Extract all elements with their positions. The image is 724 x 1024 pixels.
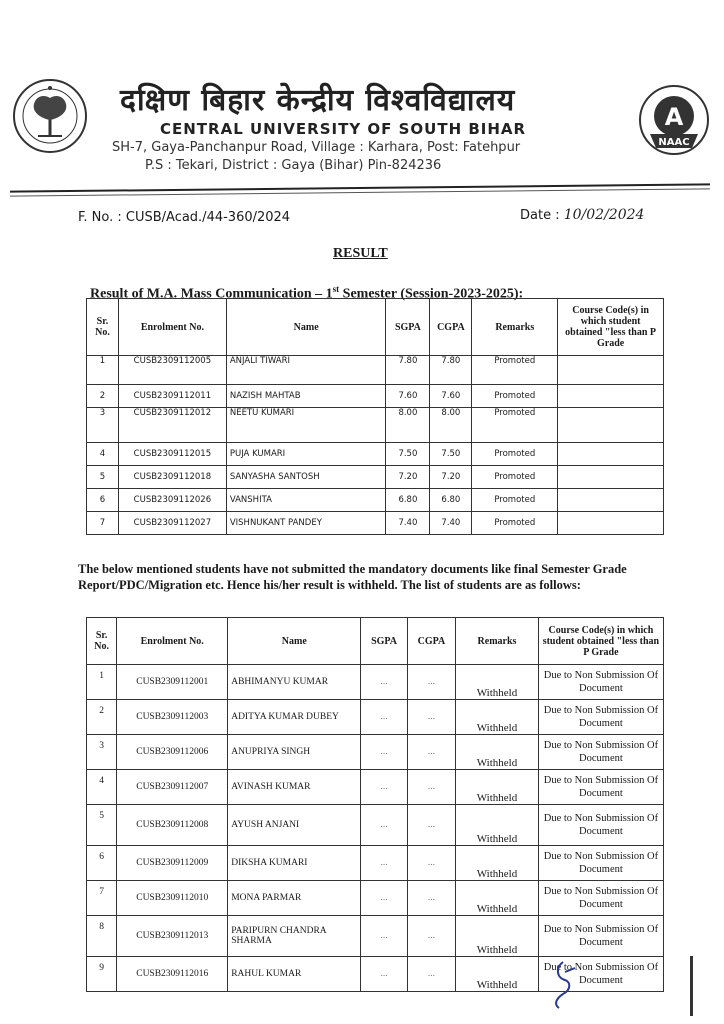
header-name: Name bbox=[226, 299, 386, 356]
cell-sr: 3 bbox=[87, 735, 117, 770]
cell-sgpa: 7.60 bbox=[386, 385, 430, 408]
naac-grade: A bbox=[664, 103, 684, 131]
cell-enrolment: CUSB2309112006 bbox=[117, 735, 228, 770]
header-course-code: Course Code(s) in which student obtained "less than P Grade bbox=[558, 299, 664, 356]
cell-cgpa: ... bbox=[407, 735, 455, 770]
cell-sgpa: ... bbox=[361, 665, 407, 700]
cell-cgpa: 8.00 bbox=[430, 408, 472, 443]
cell-sgpa: ... bbox=[361, 957, 407, 992]
cell-remarks: Withheld bbox=[456, 700, 539, 735]
table-row bbox=[87, 805, 664, 846]
cell-sgpa: ... bbox=[361, 881, 407, 916]
cell-enrolment: CUSB2309112007 bbox=[117, 770, 228, 805]
cell-course-code: Due to Non Submission Of Document bbox=[538, 700, 663, 735]
header-enrolment: Enrolment No. bbox=[118, 299, 226, 356]
cell-sgpa: ... bbox=[361, 700, 407, 735]
cell-enrolment: CUSB2309112010 bbox=[117, 881, 228, 916]
cell-name: SANYASHA SANTOSH bbox=[226, 466, 386, 489]
cell-cgpa: ... bbox=[407, 700, 455, 735]
cell-name: NEETU KUMARI bbox=[226, 408, 386, 443]
header-sr: Sr. No. bbox=[87, 299, 119, 356]
cell-course-code bbox=[558, 385, 664, 408]
cell-name: ANUPRIYA SINGH bbox=[228, 735, 361, 770]
cell-enrolment: CUSB2309112011 bbox=[118, 385, 226, 408]
cell-name: ANJALI TIWARI bbox=[226, 356, 386, 385]
cell-course-code bbox=[558, 512, 664, 535]
withheld-note: The below mentioned students have not submitted the mandatory documents like final Semester Grade Report/PDC/Migration etc. Hence his/her result is withheld. The list of students are as follows: bbox=[78, 562, 627, 592]
cell-sr: 2 bbox=[87, 700, 117, 735]
university-name-hindi: दक्षिण बिहार केन्द्रीय विश्वविद्यालय bbox=[120, 83, 516, 118]
header-sr: Sr. No. bbox=[87, 618, 117, 665]
header-remarks: Remarks bbox=[472, 299, 558, 356]
cell-sr: 2 bbox=[87, 385, 119, 408]
promoted-results-table bbox=[86, 298, 664, 535]
header-cgpa: CGPA bbox=[407, 618, 455, 665]
table-row bbox=[87, 466, 664, 489]
cell-remarks: Promoted bbox=[472, 356, 558, 385]
table-row bbox=[87, 916, 664, 957]
file-number: F. No. : CUSB/Acad./44-360/2024 bbox=[78, 210, 291, 225]
cell-name: RAHUL KUMAR bbox=[228, 957, 361, 992]
table-header-row bbox=[87, 618, 664, 665]
cell-enrolment: CUSB2309112018 bbox=[118, 466, 226, 489]
signature-icon bbox=[545, 958, 585, 1010]
cell-name: PUJA KUMARI bbox=[226, 443, 386, 466]
cell-cgpa: 6.80 bbox=[430, 489, 472, 512]
cell-remarks: Promoted bbox=[472, 443, 558, 466]
cell-enrolment: CUSB2309112009 bbox=[117, 846, 228, 881]
cell-name: VANSHITA bbox=[226, 489, 386, 512]
cell-sr: 4 bbox=[87, 770, 117, 805]
university-emblem-icon bbox=[12, 78, 88, 154]
header-course-code: Course Code(s) in which student obtained "less than P Grade bbox=[538, 618, 663, 665]
cell-remarks: Withheld bbox=[456, 846, 539, 881]
date-label: Date : bbox=[520, 208, 564, 223]
naac-label: NAAC bbox=[658, 137, 690, 148]
table-row bbox=[87, 385, 664, 408]
university-name-english: CENTRAL UNIVERSITY OF SOUTH BIHAR bbox=[160, 120, 527, 138]
cell-sr: 6 bbox=[87, 846, 117, 881]
cell-remarks: Promoted bbox=[472, 385, 558, 408]
cell-name: AVINASH KUMAR bbox=[228, 770, 361, 805]
cell-sgpa: 7.20 bbox=[386, 466, 430, 489]
cell-sgpa: 7.80 bbox=[386, 356, 430, 385]
cell-enrolment: CUSB2309112015 bbox=[118, 443, 226, 466]
table-row bbox=[87, 489, 664, 512]
cell-sgpa: ... bbox=[361, 916, 407, 957]
cell-course-code bbox=[558, 443, 664, 466]
cell-remarks: Withheld bbox=[456, 957, 539, 992]
cell-name: DIKSHA KUMARI bbox=[228, 846, 361, 881]
cell-name: PARIPURN CHANDRA SHARMA bbox=[228, 916, 361, 957]
date-value: 10/02/2024 bbox=[563, 207, 645, 223]
cell-sr: 5 bbox=[87, 466, 119, 489]
cell-remarks: Promoted bbox=[472, 489, 558, 512]
cell-course-code: Due to Non Submission Of Document bbox=[538, 735, 663, 770]
cell-enrolment: CUSB2309112016 bbox=[117, 957, 228, 992]
cell-cgpa: ... bbox=[407, 957, 455, 992]
cell-enrolment: CUSB2309112013 bbox=[117, 916, 228, 957]
cell-remarks: Promoted bbox=[472, 408, 558, 443]
cell-sr: 4 bbox=[87, 443, 119, 466]
cell-sgpa: 7.50 bbox=[386, 443, 430, 466]
header-enrolment: Enrolment No. bbox=[117, 618, 228, 665]
cell-remarks: Withheld bbox=[456, 805, 539, 846]
cell-enrolment: CUSB2309112005 bbox=[118, 356, 226, 385]
cell-cgpa: ... bbox=[407, 881, 455, 916]
cell-cgpa: ... bbox=[407, 846, 455, 881]
cell-name: ABHIMANYU KUMAR bbox=[228, 665, 361, 700]
table-row bbox=[87, 735, 664, 770]
cell-cgpa: ... bbox=[407, 916, 455, 957]
cell-cgpa: ... bbox=[407, 805, 455, 846]
cell-sr: 1 bbox=[87, 665, 117, 700]
cell-name: AYUSH ANJANI bbox=[228, 805, 361, 846]
cell-course-code: Due to Non Submission Of Document bbox=[538, 916, 663, 957]
cell-course-code: Due to Non Submission Of Document bbox=[538, 957, 663, 992]
cell-name: ADITYA KUMAR DUBEY bbox=[228, 700, 361, 735]
cell-cgpa: 7.20 bbox=[430, 466, 472, 489]
cell-name: NAZISH MAHTAB bbox=[226, 385, 386, 408]
cell-cgpa: 7.60 bbox=[430, 385, 472, 408]
cell-sr: 9 bbox=[87, 957, 117, 992]
table-row bbox=[87, 443, 664, 466]
cell-cgpa: 7.80 bbox=[430, 356, 472, 385]
table-row bbox=[87, 881, 664, 916]
cell-name: VISHNUKANT PANDEY bbox=[226, 512, 386, 535]
cell-course-code: Due to Non Submission Of Document bbox=[538, 805, 663, 846]
table1-caption: Result of M.A. Mass Communication – 1st Semester (Session-2023-2025): bbox=[90, 284, 524, 302]
cell-enrolment: CUSB2309112026 bbox=[118, 489, 226, 512]
cell-cgpa: 7.40 bbox=[430, 512, 472, 535]
cell-sgpa: ... bbox=[361, 846, 407, 881]
cell-sgpa: ... bbox=[361, 805, 407, 846]
table-row bbox=[87, 512, 664, 535]
cell-remarks: Withheld bbox=[456, 916, 539, 957]
table-row bbox=[87, 846, 664, 881]
cell-course-code bbox=[558, 408, 664, 443]
cell-remarks: Withheld bbox=[456, 881, 539, 916]
cell-enrolment: CUSB2309112012 bbox=[118, 408, 226, 443]
cell-course-code: Due to Non Submission Of Document bbox=[538, 846, 663, 881]
cell-sgpa: 7.40 bbox=[386, 512, 430, 535]
address-line-2: P.S : Tekari, District : Gaya (Bihar) Pin-824236 bbox=[145, 158, 442, 173]
cell-enrolment: CUSB2309112001 bbox=[117, 665, 228, 700]
cell-remarks: Withheld bbox=[456, 665, 539, 700]
cell-course-code: Due to Non Submission Of Document bbox=[538, 665, 663, 700]
cell-remarks: Withheld bbox=[456, 735, 539, 770]
header-cgpa: CGPA bbox=[430, 299, 472, 356]
table-header-row bbox=[87, 299, 664, 356]
cell-cgpa: ... bbox=[407, 770, 455, 805]
cell-sr: 7 bbox=[87, 512, 119, 535]
cell-course-code bbox=[558, 466, 664, 489]
cell-enrolment: CUSB2309112008 bbox=[117, 805, 228, 846]
cell-sr: 3 bbox=[87, 408, 119, 443]
table-row bbox=[87, 356, 664, 385]
cell-course-code: Due to Non Submission Of Document bbox=[538, 881, 663, 916]
cell-sgpa: 6.80 bbox=[386, 489, 430, 512]
cell-course-code bbox=[558, 489, 664, 512]
result-heading: RESULT bbox=[333, 246, 388, 261]
address-line-1: SH-7, Gaya-Panchanpur Road, Village : Karhara, Post: Fatehpur bbox=[112, 140, 521, 155]
header-sgpa: SGPA bbox=[386, 299, 430, 356]
cell-course-code: Due to Non Submission Of Document bbox=[538, 770, 663, 805]
table-row bbox=[87, 665, 664, 700]
withheld-results-table bbox=[86, 617, 664, 992]
header-remarks: Remarks bbox=[456, 618, 539, 665]
cell-cgpa: 7.50 bbox=[430, 443, 472, 466]
cell-sgpa: 8.00 bbox=[386, 408, 430, 443]
page-edge-mark bbox=[690, 956, 693, 1016]
cell-remarks: Withheld bbox=[456, 770, 539, 805]
cell-sr: 5 bbox=[87, 805, 117, 846]
cell-name: MONA PARMAR bbox=[228, 881, 361, 916]
cell-sr: 1 bbox=[87, 356, 119, 385]
document-date bbox=[520, 207, 644, 223]
cell-sgpa: ... bbox=[361, 735, 407, 770]
table-row bbox=[87, 770, 664, 805]
cell-remarks: Promoted bbox=[472, 466, 558, 489]
cell-sgpa: ... bbox=[361, 770, 407, 805]
cell-sr: 8 bbox=[87, 916, 117, 957]
header-sgpa: SGPA bbox=[361, 618, 407, 665]
cell-course-code bbox=[558, 356, 664, 385]
cell-cgpa: ... bbox=[407, 665, 455, 700]
cell-remarks: Promoted bbox=[472, 512, 558, 535]
cell-enrolment: CUSB2309112027 bbox=[118, 512, 226, 535]
cell-sr: 7 bbox=[87, 881, 117, 916]
table-row bbox=[87, 408, 664, 443]
cell-sr: 6 bbox=[87, 489, 119, 512]
table-row bbox=[87, 700, 664, 735]
cell-enrolment: CUSB2309112003 bbox=[117, 700, 228, 735]
naac-accreditation-badge-icon bbox=[636, 82, 712, 158]
header-name: Name bbox=[228, 618, 361, 665]
